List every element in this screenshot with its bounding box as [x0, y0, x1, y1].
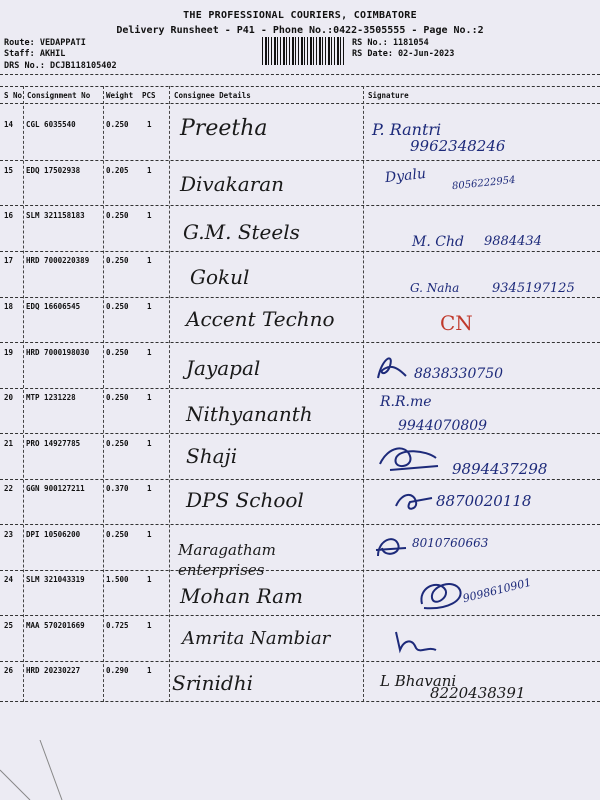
col-weight: Weight	[106, 91, 134, 100]
row-sno: 24	[4, 575, 14, 584]
row-sno: 14	[4, 120, 14, 129]
row-pcs: 1	[147, 575, 152, 584]
row-separator	[0, 297, 600, 298]
row-phone: 9884434	[484, 234, 542, 249]
runsheet-subtitle: Delivery Runsheet - P41 - Phone No.:0422-3505555 - Page No.:2	[116, 25, 484, 36]
row-phone: 9345197125	[492, 281, 575, 296]
row-signature: P. Rantri	[372, 120, 442, 139]
row-sno: 23	[4, 530, 14, 539]
row-signature: G. Naha	[410, 281, 460, 295]
row-weight: 0.250	[106, 439, 129, 448]
divider-consignment	[103, 86, 104, 702]
row-separator	[0, 251, 600, 252]
row-phone: 9962348246	[410, 137, 506, 155]
row-signature: M. Chd	[412, 234, 464, 250]
row-consignee: DPS School	[186, 488, 304, 512]
row-weight: 0.250	[106, 211, 129, 220]
divider-pcs	[169, 86, 170, 702]
row-consignee: Srinidhi	[172, 671, 254, 695]
row-separator	[0, 342, 600, 343]
row-phone: 8870020118	[436, 492, 532, 510]
col-signature: Signature	[368, 91, 409, 100]
row-consignee: Preetha	[180, 116, 268, 141]
header-top-rule	[0, 74, 600, 75]
row-sno: 16	[4, 211, 14, 220]
row-pcs: 1	[147, 211, 152, 220]
row-sno: 25	[4, 621, 14, 630]
row-separator	[0, 661, 600, 662]
row-phone: 9944070809	[398, 418, 488, 434]
row-consignment: HRD 7000198030	[26, 348, 90, 357]
row-consignee: Divakaran	[180, 172, 285, 196]
row-consignee: Jayapal	[186, 356, 261, 380]
row-weight: 0.250	[106, 302, 129, 311]
row-consignment: PRO 14927785	[26, 439, 81, 448]
col-pcs: PCS	[142, 91, 156, 100]
row-pcs: 1	[147, 439, 152, 448]
row-consignment: DPI 10506200	[26, 530, 81, 539]
row-separator	[0, 433, 600, 434]
barcode	[262, 37, 344, 65]
row-phone: 8010760663	[412, 536, 489, 550]
row-sno: 21	[4, 439, 14, 448]
row-weight: 0.250	[106, 530, 129, 539]
row-signature: CN	[440, 311, 473, 335]
row-sno: 20	[4, 393, 14, 402]
signature-scribble	[372, 348, 408, 384]
row-pcs: 1	[147, 484, 152, 493]
row-consignment: HRD 7000220389	[26, 256, 90, 265]
row-pcs: 1	[147, 621, 152, 630]
row-consignment: MTP 1231228	[26, 393, 76, 402]
staff-label: Staff: AKHIL	[4, 49, 66, 59]
col-sno: S No	[4, 91, 23, 100]
header-rule	[0, 86, 600, 87]
col-consignee: Consignee Details	[174, 91, 251, 100]
row-pcs: 1	[147, 666, 152, 675]
signature-scribble	[372, 530, 408, 562]
row-separator	[0, 479, 600, 480]
header-bottom-rule	[0, 103, 600, 104]
row-phone: 9098610901	[461, 575, 533, 606]
row-separator	[0, 160, 600, 161]
signature-scribble	[394, 488, 434, 516]
row-signature: Dyalu	[384, 165, 427, 187]
drs-number: DRS No.: DCJB118105402	[4, 61, 117, 71]
row-weight: 0.205	[106, 166, 129, 175]
row-consignment: GGN 900127211	[26, 484, 85, 493]
row-consignment: CGL 6035540	[26, 120, 76, 129]
row-weight: 0.725	[106, 621, 129, 630]
row-weight: 0.250	[106, 393, 129, 402]
row-consignee: Nithyananth	[186, 402, 313, 426]
row-weight: 0.250	[106, 120, 129, 129]
row-separator	[0, 388, 600, 389]
route-label: Route: VEDAPPATI	[4, 38, 86, 48]
row-separator	[0, 205, 600, 206]
row-consignee: G.M. Steels	[183, 220, 300, 244]
row-weight: 0.250	[106, 348, 129, 357]
row-sno: 19	[4, 348, 14, 357]
row-sno: 26	[4, 666, 14, 675]
col-consignment: Consignment No	[27, 91, 91, 100]
row-weight: 0.290	[106, 666, 129, 675]
rs-number: RS No.: 1181054	[352, 38, 429, 48]
row-separator	[0, 615, 600, 616]
row-sno: 22	[4, 484, 14, 493]
signature-scribble	[376, 440, 446, 476]
row-consignment: SLM 321158183	[26, 211, 85, 220]
row-pcs: 1	[147, 120, 152, 129]
divider-consignee	[363, 86, 364, 702]
row-consignment: EDQ 17502938	[26, 166, 81, 175]
row-phone: 8220438391	[430, 684, 526, 702]
row-weight: 0.370	[106, 484, 129, 493]
row-pcs: 1	[147, 166, 152, 175]
row-phone: 9894437298	[452, 460, 548, 478]
company-title: THE PROFESSIONAL COURIERS, COIMBATORE	[183, 10, 417, 21]
row-signature: L Bhavani	[380, 672, 457, 690]
row-consignee: Amrita Nambiar	[182, 628, 331, 649]
row-consignment: EDQ 16606545	[26, 302, 81, 311]
row-consignment: MAA 570201669	[26, 621, 85, 630]
row-sno: 18	[4, 302, 14, 311]
row-weight: 1.500	[106, 575, 129, 584]
row-signature: R.R.me	[380, 394, 432, 410]
row-pcs: 1	[147, 393, 152, 402]
rs-date: RS Date: 02-Jun-2023	[352, 49, 455, 59]
row-pcs: 1	[147, 302, 152, 311]
row-consignment: SLM 321043319	[26, 575, 85, 584]
row-consignee: Maragatham enterprises	[178, 541, 276, 579]
row-separator	[0, 524, 600, 525]
signature-scribble	[390, 628, 440, 658]
row-pcs: 1	[147, 348, 152, 357]
row-phone: 8838330750	[414, 366, 504, 382]
row-consignee: Mohan Ram	[180, 584, 303, 608]
row-sno: 17	[4, 256, 14, 265]
row-pcs: 1	[147, 530, 152, 539]
scan-fold-mark	[0, 740, 80, 800]
row-consignment: HRD 20230227	[26, 666, 81, 675]
row-consignee: Gokul	[190, 265, 250, 289]
row-pcs: 1	[147, 256, 152, 265]
divider-sno	[23, 86, 24, 702]
row-consignee: Shaji	[186, 444, 238, 468]
row-sno: 15	[4, 166, 14, 175]
row-consignee: Accent Techno	[186, 307, 335, 331]
row-phone: 8056222954	[451, 174, 517, 193]
row-weight: 0.250	[106, 256, 129, 265]
